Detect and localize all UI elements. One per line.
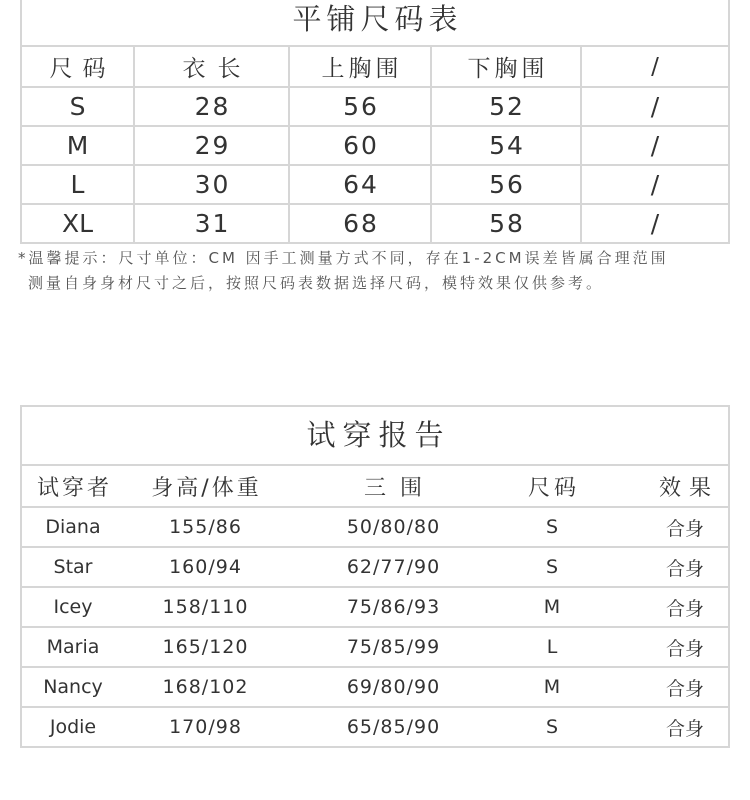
cell-name: Diana [45, 516, 101, 538]
cell-height-weight: 155/86 [169, 516, 242, 538]
cell-measurements: 62/77/90 [346, 556, 441, 578]
size-row-s [22, 88, 728, 127]
cell-measurements: 69/80/90 [346, 676, 441, 698]
cell-upper-chest: 56 [290, 88, 432, 125]
cell-size: L [546, 636, 558, 658]
cell-measurements: 75/85/99 [346, 636, 441, 658]
cell-effect: 合身 [665, 717, 704, 740]
cell-length: 30 [135, 166, 290, 203]
cell-size: M [543, 596, 561, 618]
cell-length: 29 [135, 127, 290, 164]
cell-height-weight: 158/110 [162, 596, 249, 618]
cell-measurements: 75/86/93 [346, 596, 441, 618]
cell-effect: 合身 [665, 597, 704, 620]
cell-extra: / [650, 131, 660, 160]
measurement-note [18, 246, 730, 296]
cell-measurements: 65/85/90 [346, 716, 441, 738]
col-header-effect: 效果 [658, 475, 719, 501]
cell-name: Star [53, 556, 93, 578]
col-header-size: 尺码 [22, 47, 135, 86]
size-row-l [22, 166, 728, 205]
report-row-diana [22, 508, 728, 548]
cell-size: M [22, 127, 135, 164]
cell-upper-chest: 60 [290, 127, 432, 164]
cell-size: S [545, 716, 559, 738]
size-chart-table [20, 0, 730, 244]
size-row-xl [22, 205, 728, 244]
cell-effect: 合身 [665, 557, 704, 580]
size-chart-title: 平铺尺码表 [22, 0, 728, 47]
report-row-star [22, 548, 728, 588]
col-header-height-weight: 身高/体重 [151, 475, 262, 501]
cell-size: S [545, 556, 559, 578]
cell-name: Icey [53, 596, 93, 618]
cell-name: Nancy [43, 676, 103, 698]
cell-height-weight: 165/120 [162, 636, 249, 658]
cell-extra: / [650, 170, 660, 199]
cell-size: L [22, 166, 135, 203]
col-header-extra: / [651, 53, 659, 80]
cell-upper-chest: 64 [290, 166, 432, 203]
size-chart-header-row [22, 47, 728, 88]
col-header-lower-chest: 下胸围 [432, 47, 582, 86]
size-row-m [22, 127, 728, 166]
cell-upper-chest: 68 [290, 205, 432, 242]
cell-lower-chest: 54 [432, 127, 582, 164]
note-line-2: 测量自身身材尺寸之后，按照尺码表数据选择尺码，模特效果仅供参考。 [28, 274, 605, 292]
cell-name: Jodie [49, 716, 97, 738]
cell-effect: 合身 [665, 637, 704, 660]
cell-size: S [545, 516, 559, 538]
report-row-jodie [22, 708, 728, 748]
cell-lower-chest: 56 [432, 166, 582, 203]
cell-length: 31 [135, 205, 290, 242]
fitting-report-title: 试穿报告 [22, 407, 728, 466]
report-row-maria [22, 628, 728, 668]
note-line-1: *温馨提示：尺寸单位：CM 因手工测量方式不同，存在1-2CM误差皆属合理范围 [18, 249, 669, 267]
cell-extra: / [650, 209, 660, 238]
cell-size: S [22, 88, 135, 125]
cell-size: M [543, 676, 561, 698]
col-header-length: 衣长 [135, 47, 290, 86]
col-header-size: 尺码 [527, 475, 580, 501]
col-header-name: 试穿者 [36, 475, 112, 501]
col-header-measurements: 三围 [363, 475, 436, 501]
report-row-nancy [22, 668, 728, 708]
cell-measurements: 50/80/80 [346, 516, 441, 538]
cell-length: 28 [135, 88, 290, 125]
cell-lower-chest: 52 [432, 88, 582, 125]
cell-height-weight: 160/94 [169, 556, 242, 578]
report-row-icey [22, 588, 728, 628]
fitting-report-table [20, 405, 730, 748]
cell-lower-chest: 58 [432, 205, 582, 242]
cell-effect: 合身 [665, 517, 704, 540]
col-header-upper-chest: 上胸围 [290, 47, 432, 86]
cell-size: XL [22, 205, 135, 242]
cell-name: Maria [46, 636, 100, 658]
cell-extra: / [650, 92, 660, 121]
fitting-report-header-row [22, 466, 728, 508]
cell-effect: 合身 [665, 677, 704, 700]
cell-height-weight: 170/98 [169, 716, 242, 738]
cell-height-weight: 168/102 [162, 676, 249, 698]
